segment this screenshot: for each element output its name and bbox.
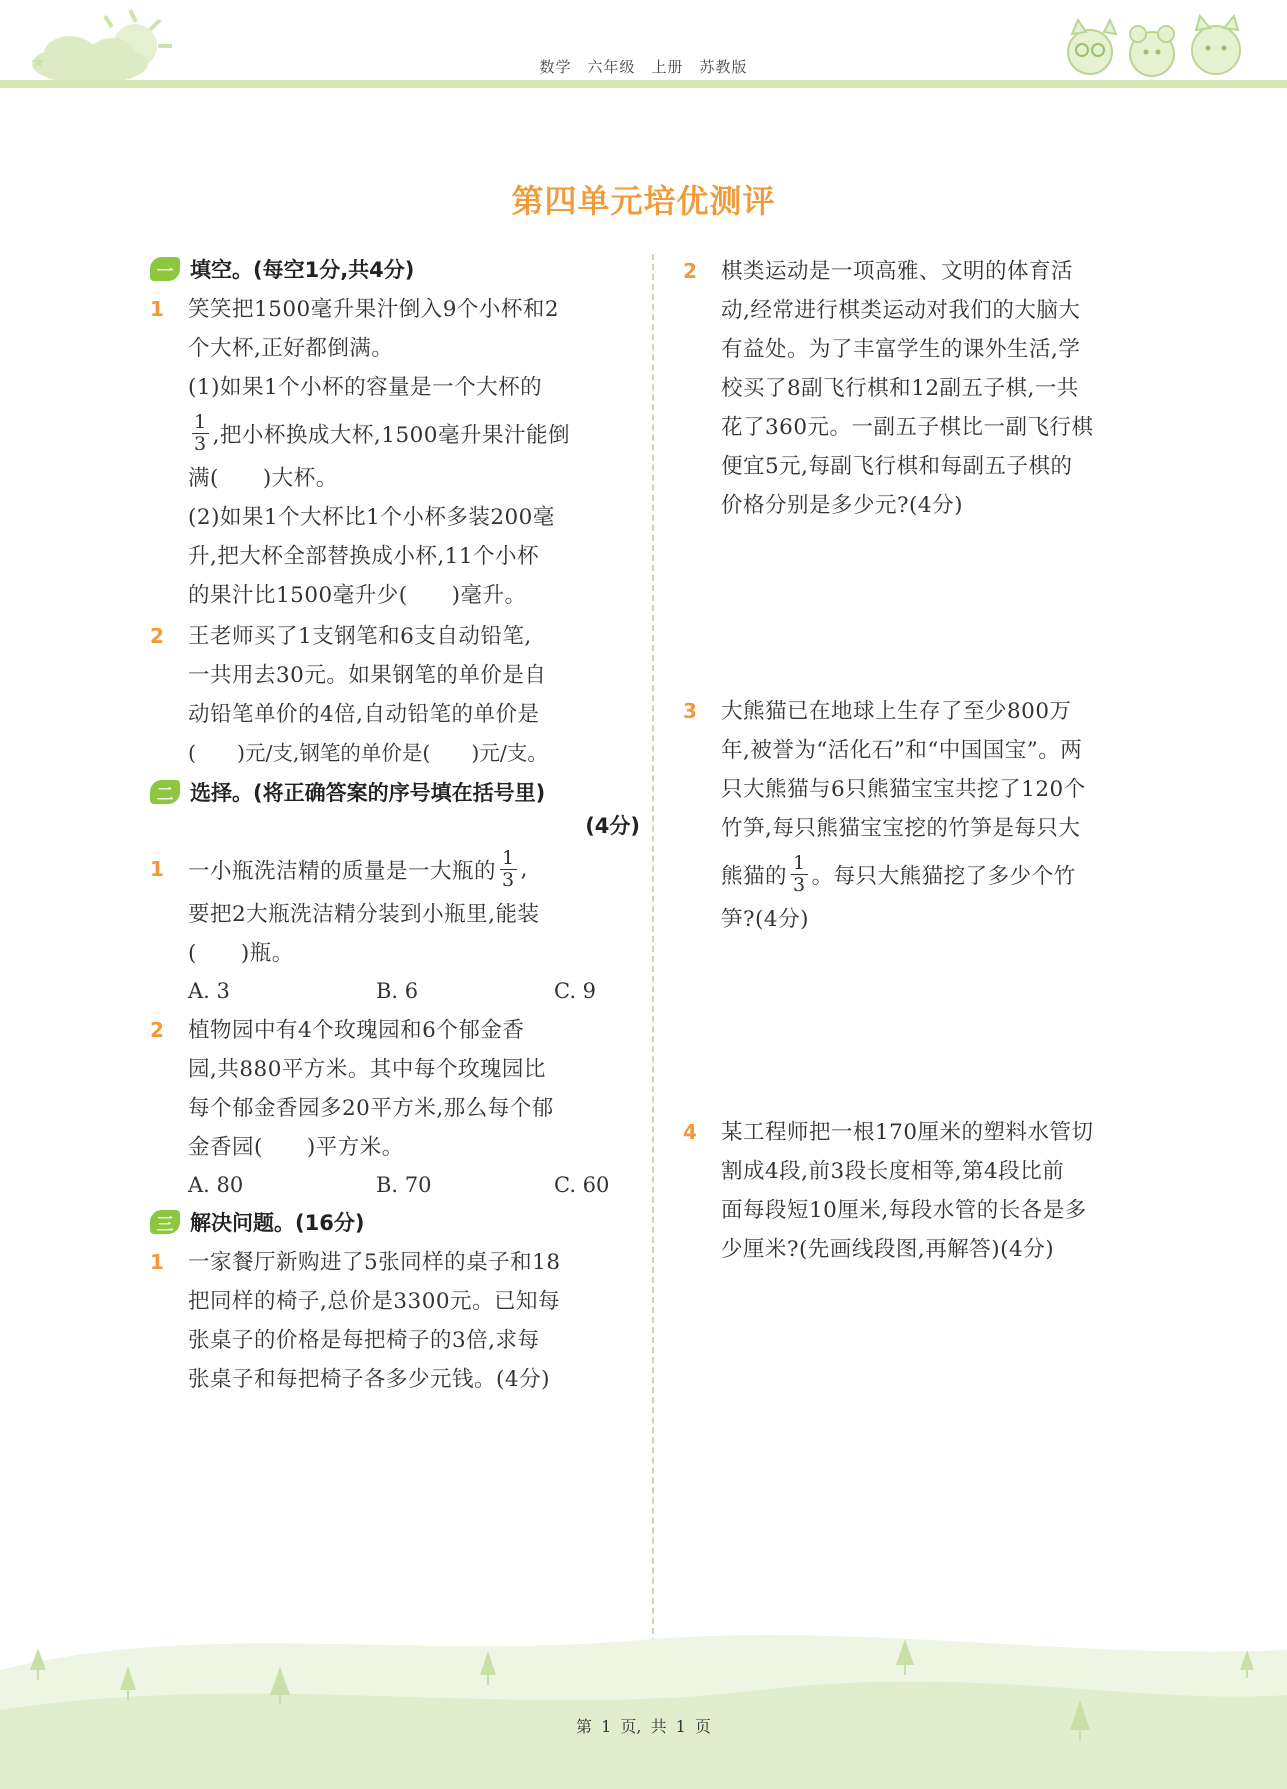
question-text-with-fraction bbox=[721, 848, 1165, 900]
question-text: 一小瓶洗洁精的质量是一大瓶的 bbox=[188, 858, 497, 884]
fraction-numerator: 1 bbox=[194, 410, 207, 433]
question-3-3 bbox=[683, 692, 1165, 939]
question-text: 。每只大熊猫挖了多少个竹 bbox=[811, 863, 1076, 889]
question-text: 只大熊猫与6只熊猫宝宝共挖了120个 bbox=[721, 777, 1086, 802]
question-1-2 bbox=[150, 617, 640, 773]
question-number: 2 bbox=[150, 624, 164, 648]
question-text: 金香园( )平方米。 bbox=[188, 1135, 404, 1160]
question-text: 每个郁金香园多20平方米,那么每个郁 bbox=[188, 1096, 554, 1121]
fraction-denominator: 3 bbox=[793, 873, 806, 896]
question-text: 笋?(4分) bbox=[721, 907, 809, 932]
question-text: (2)如果1个大杯比1个小杯多装200毫 bbox=[188, 505, 555, 530]
question-text: 张桌子和每把椅子各多少元钱。(4分) bbox=[188, 1367, 550, 1392]
question-2-2 bbox=[150, 1011, 640, 1203]
question-text: 便宜5元,每副飞行棋和每副五子棋的 bbox=[721, 454, 1073, 479]
answer-space[interactable] bbox=[683, 941, 1165, 1113]
fraction bbox=[192, 412, 209, 455]
question-text: 有益处。为了丰富学生的课外生活,学 bbox=[721, 337, 1081, 362]
column-divider bbox=[652, 254, 654, 1654]
question-3-4 bbox=[683, 1113, 1165, 1269]
question-text: 的果汁比1500毫升少( )毫升。 bbox=[188, 583, 527, 608]
question-text: 熊猫的 bbox=[721, 863, 788, 889]
question-text: 把同样的椅子,总价是3300元。已知每 bbox=[188, 1289, 561, 1314]
question-2-1 bbox=[150, 843, 640, 1009]
question-number: 4 bbox=[683, 1120, 697, 1144]
section-badge: 三 bbox=[150, 1210, 180, 1234]
fraction bbox=[500, 848, 517, 891]
question-text: 动铅笔单价的4倍,自动铅笔的单价是 bbox=[188, 702, 540, 727]
answer-options bbox=[188, 1167, 640, 1203]
option-b[interactable]: B. 70 bbox=[376, 1173, 432, 1197]
question-number: 2 bbox=[150, 1018, 164, 1042]
question-text: 植物园中有4个玫瑰园和6个郁金香 bbox=[188, 1018, 525, 1043]
section-solve-heading bbox=[150, 1205, 640, 1239]
question-text: 面每段短10厘米,每段水管的长各是多 bbox=[721, 1198, 1087, 1223]
question-text: 个大杯,正好都倒满。 bbox=[188, 336, 394, 361]
section-choice-heading bbox=[150, 775, 640, 809]
section-label: 选择。(将正确答案的序号填在括号里) bbox=[190, 781, 546, 805]
question-number: 1 bbox=[150, 1250, 164, 1274]
right-column bbox=[683, 252, 1165, 1271]
question-number: 1 bbox=[150, 857, 164, 881]
question-text: 年,被誉为“活化石”和“中国国宝”。两 bbox=[721, 738, 1083, 763]
question-text: 棋类运动是一项高雅、文明的体育活 bbox=[721, 259, 1074, 284]
section-badge: 一 bbox=[150, 257, 180, 281]
question-text: 升,把大杯全部替换成小杯,11个小杯 bbox=[188, 544, 540, 569]
option-c[interactable]: C. 9 bbox=[554, 979, 597, 1003]
question-text: 某工程师把一根170厘米的塑料水管切 bbox=[721, 1120, 1094, 1145]
answer-space[interactable] bbox=[683, 527, 1165, 692]
header-subject-info: 数学 六年级 上册 苏教版 bbox=[539, 58, 748, 76]
left-column bbox=[150, 252, 640, 1401]
question-text: , bbox=[520, 856, 528, 882]
option-b[interactable]: B. 6 bbox=[376, 979, 419, 1003]
question-number: 3 bbox=[683, 699, 697, 723]
question-text: 张桌子的价格是每把椅子的3倍,求每 bbox=[188, 1328, 540, 1353]
section-badge: 二 bbox=[150, 780, 180, 804]
answer-options bbox=[188, 973, 640, 1009]
question-text: 笑笑把1500毫升果汁倒入9个小杯和2 bbox=[188, 297, 560, 322]
question-number: 2 bbox=[683, 259, 697, 283]
page-title: 第四单元培优测评 bbox=[511, 182, 776, 220]
fraction bbox=[791, 853, 808, 896]
footer-hills-decoration bbox=[0, 1610, 1287, 1789]
question-text: 少厘米?(先画线段图,再解答)(4分) bbox=[721, 1237, 1055, 1262]
option-c[interactable]: C. 60 bbox=[554, 1173, 610, 1197]
fraction-numerator: 1 bbox=[793, 851, 806, 874]
question-text: (1)如果1个小杯的容量是一个大杯的 bbox=[188, 375, 543, 400]
question-number: 1 bbox=[150, 297, 164, 321]
fraction-denominator: 3 bbox=[194, 432, 207, 455]
question-text: ,把小杯换成大杯,1500毫升果汁能倒 bbox=[212, 422, 570, 448]
option-a[interactable]: A. 3 bbox=[188, 979, 230, 1003]
question-text: 大熊猫已在地球上生存了至少800万 bbox=[721, 699, 1072, 724]
question-text: 竹笋,每只熊猫宝宝挖的竹笋是每只大 bbox=[721, 816, 1081, 841]
question-text: 花了360元。一副五子棋比一副飞行棋 bbox=[721, 415, 1094, 440]
page-number: 第 1 页, 共 1 页 bbox=[576, 1717, 711, 1736]
question-text: 一家餐厅新购进了5张同样的桌子和18 bbox=[188, 1250, 561, 1275]
fraction-denominator: 3 bbox=[502, 868, 515, 891]
question-3-2 bbox=[683, 252, 1165, 525]
question-text: ( )元/支,钢笔的单价是( )元/支。 bbox=[188, 741, 548, 765]
section-label: 填空。(每空1分,共4分) bbox=[190, 258, 415, 282]
section-fill-blank-heading bbox=[150, 252, 640, 286]
section-label: 解决问题。(16分) bbox=[190, 1211, 365, 1235]
question-3-1 bbox=[150, 1243, 640, 1399]
question-text: 价格分别是多少元?(4分) bbox=[721, 493, 963, 518]
question-text: 校买了8副飞行棋和12副五子棋,一共 bbox=[721, 376, 1079, 401]
question-text: 园,共880平方米。其中每个玫瑰园比 bbox=[188, 1057, 546, 1082]
question-text: 动,经常进行棋类运动对我们的大脑大 bbox=[721, 298, 1081, 323]
question-text: 满( )大杯。 bbox=[188, 466, 338, 491]
question-text: 王老师买了1支钢笔和6支自动铅笔, bbox=[188, 624, 532, 649]
question-text: 一共用去30元。如果钢笔的单价是自 bbox=[188, 663, 547, 688]
question-1-1 bbox=[150, 290, 640, 615]
header-animals-illustration bbox=[1060, 10, 1260, 85]
question-text: 要把2大瓶洗洁精分装到小瓶里,能装 bbox=[188, 902, 540, 927]
question-text: ( )瓶。 bbox=[188, 941, 294, 966]
option-a[interactable]: A. 80 bbox=[188, 1173, 244, 1197]
question-text: 割成4段,前3段长度相等,第4段比前 bbox=[721, 1159, 1065, 1184]
fraction-numerator: 1 bbox=[502, 846, 515, 869]
question-text-with-fraction bbox=[188, 407, 640, 459]
section-points: (4分) bbox=[585, 814, 640, 838]
svg-text:★: ★ bbox=[30, 52, 47, 73]
question-text-with-fraction bbox=[188, 843, 640, 895]
